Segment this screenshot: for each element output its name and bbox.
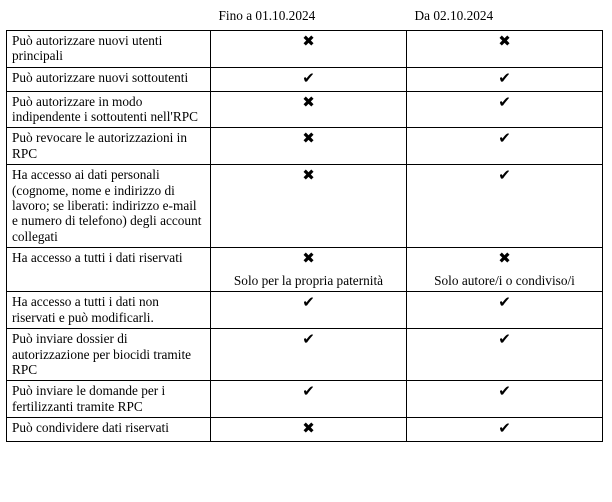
cross-icon: ✖ xyxy=(302,166,315,185)
table-row xyxy=(7,128,603,165)
table-row xyxy=(7,329,603,381)
cell-from-2024-10-02 xyxy=(407,67,603,91)
table-row xyxy=(7,165,603,248)
table-row xyxy=(7,31,603,68)
cell-from-2024-10-02 xyxy=(407,248,603,292)
cross-icon: ✖ xyxy=(302,129,315,148)
check-icon: ✔ xyxy=(302,382,315,401)
cell-note: Solo per la propria paternità xyxy=(233,273,384,289)
permission-label: Può inviare dossier di autorizzazione per biocidi tramite RPC xyxy=(7,329,211,381)
cell-until-2024-10-01 xyxy=(211,418,407,442)
permission-label: Può autorizzare nuovi sottoutenti xyxy=(7,67,211,91)
cell-note: Solo autore/i o condiviso/i xyxy=(434,273,575,289)
cross-icon: ✖ xyxy=(302,419,315,438)
cell-until-2024-10-01 xyxy=(211,292,407,329)
cell-until-2024-10-01 xyxy=(211,165,407,248)
column-header-from: Da 02.10.2024 xyxy=(407,6,603,31)
check-icon: ✔ xyxy=(498,92,511,111)
cross-icon: ✖ xyxy=(498,249,511,268)
check-icon: ✔ xyxy=(498,68,511,87)
cell-from-2024-10-02 xyxy=(407,91,603,128)
table-row xyxy=(7,91,603,128)
cell-until-2024-10-01 xyxy=(211,91,407,128)
cross-icon: ✖ xyxy=(302,92,315,111)
permission-label: Ha accesso a tutti i dati non riservati e può modificarli. xyxy=(7,292,211,329)
cell-from-2024-10-02 xyxy=(407,292,603,329)
permission-label: Può inviare le domande per i fertilizzanti tramite RPC xyxy=(7,381,211,418)
table-row xyxy=(7,418,603,442)
permissions-table xyxy=(6,6,603,442)
cross-icon: ✖ xyxy=(302,32,315,50)
check-icon: ✔ xyxy=(302,68,315,87)
table-row xyxy=(7,67,603,91)
table-row xyxy=(7,381,603,418)
cell-until-2024-10-01 xyxy=(211,248,407,292)
check-icon: ✔ xyxy=(498,382,511,401)
cell-from-2024-10-02 xyxy=(407,381,603,418)
table-header-row xyxy=(7,6,603,31)
cross-icon: ✖ xyxy=(302,249,315,268)
check-icon: ✔ xyxy=(498,330,511,349)
table-body xyxy=(7,31,603,442)
check-icon: ✔ xyxy=(498,419,511,438)
permission-label: Può condividere dati riservati xyxy=(7,418,211,442)
document-page xyxy=(0,6,612,502)
check-icon: ✔ xyxy=(498,293,511,312)
cell-from-2024-10-02 xyxy=(407,31,603,68)
cell-until-2024-10-01 xyxy=(211,128,407,165)
column-header-until: Fino a 01.10.2024 xyxy=(211,6,407,31)
permission-label: Ha accesso a tutti i dati riservati xyxy=(7,248,211,292)
check-icon: ✔ xyxy=(498,129,511,148)
table-header xyxy=(7,6,603,31)
cell-from-2024-10-02 xyxy=(407,165,603,248)
cell-until-2024-10-01 xyxy=(211,31,407,68)
cross-icon: ✖ xyxy=(498,32,511,50)
table-row xyxy=(7,248,603,292)
check-icon: ✔ xyxy=(302,330,315,349)
cell-until-2024-10-01 xyxy=(211,381,407,418)
cell-from-2024-10-02 xyxy=(407,128,603,165)
permission-label: Può autorizzare in modo indipendente i sottoutenti nell'RPC xyxy=(7,91,211,128)
cell-from-2024-10-02 xyxy=(407,329,603,381)
cell-until-2024-10-01 xyxy=(211,329,407,381)
permission-label: Può revocare le autorizzazioni in RPC xyxy=(7,128,211,165)
check-icon: ✔ xyxy=(498,166,511,185)
permission-label: Ha accesso ai dati personali (cognome, nome e indirizzo di lavoro; se liberati: indirizzo e-mail e numero di telefono) degli account collegati xyxy=(7,165,211,248)
check-icon: ✔ xyxy=(302,293,315,312)
cell-from-2024-10-02 xyxy=(407,418,603,442)
permission-label: Può autorizzare nuovi utenti principali xyxy=(7,31,211,68)
table-row xyxy=(7,292,603,329)
cell-until-2024-10-01 xyxy=(211,67,407,91)
corner-cell xyxy=(7,6,211,31)
